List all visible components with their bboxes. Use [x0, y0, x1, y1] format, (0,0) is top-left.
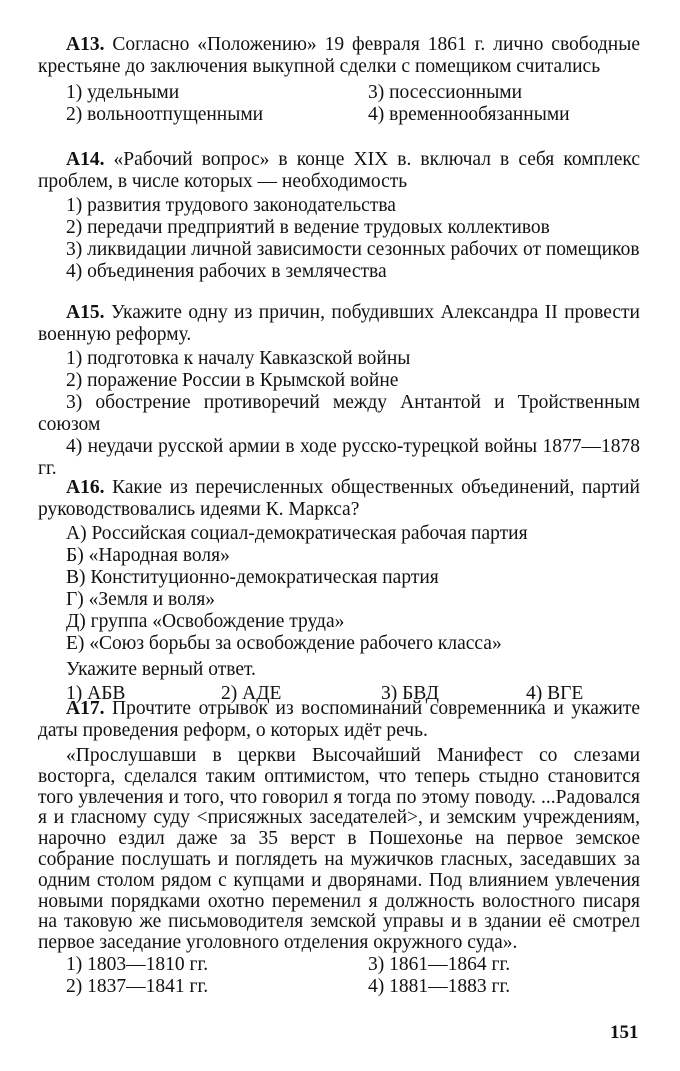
option: 4) неудачи русской армии в ходе русско-турецкой войны 1877—1878 гг. [38, 436, 640, 479]
list-item: А) Российская социал-демократическая рабочая партия [66, 523, 528, 544]
question-a17 [38, 698, 640, 998]
option: 4) 1881—1883 гг. [368, 975, 511, 997]
option: 1) АБВ [66, 683, 126, 704]
question-a17-options [38, 954, 640, 998]
option: 2) передачи предприятий в ведение трудовых коллективов [66, 217, 550, 238]
question-a17-body: Прочтите отрывок из воспоминаний современника и укажите даты проведения реформ, о которых идёт речь. [38, 698, 640, 741]
question-a15-options [38, 348, 640, 480]
question-a13-options [38, 82, 640, 126]
question-a14-number: А14. [66, 149, 105, 170]
question-a14-body: «Рабочий вопрос» в конце XIX в. включал в себя комплекс проблем, в числе которых — необходимость [38, 149, 641, 192]
option: 2) 1837—1841 гг. [66, 975, 209, 997]
option: 2) поражение России в Крымской войне [66, 370, 399, 391]
question-a17-number: А17. [66, 698, 105, 719]
question-a16-prompt: Укажите верный ответ. [66, 659, 256, 680]
option: 3) посессионными [368, 82, 523, 103]
question-a14-text [38, 149, 640, 193]
question-a14-options [38, 195, 640, 283]
question-a16-text [38, 477, 640, 521]
option: 1) подготовка к началу Кавказской войны [66, 348, 411, 369]
question-a13-text [38, 34, 640, 78]
option: 4) объединения рабочих в землячества [66, 261, 387, 282]
page-number: 151 [610, 1022, 639, 1043]
question-a16 [38, 477, 640, 705]
list-item: Б) «Народная воля» [66, 545, 230, 566]
option: 3) БВД [381, 683, 439, 704]
option: 2) вольноотпущенными [66, 104, 264, 125]
option: 4) ВГЕ [526, 683, 584, 704]
option: 1) развития трудового законодательства [66, 195, 396, 216]
question-a16-number: А16. [66, 477, 105, 498]
list-item: Г) «Земля и воля» [66, 589, 216, 610]
question-a15 [38, 302, 640, 480]
option: 3) 1861—1864 гг. [368, 953, 511, 975]
question-a15-text [38, 302, 640, 346]
question-a15-body: Укажите одну из причин, побудивших Александра II провести военную реформу. [38, 302, 640, 345]
option: 4) временнообязанными [368, 104, 570, 125]
list-item: Е) «Союз борьбы за освобождение рабочего класса» [66, 633, 502, 654]
option: 2) АДЕ [221, 683, 282, 704]
question-a13 [38, 34, 640, 126]
list-item: В) Конституционно-демократическая партия [66, 567, 439, 588]
question-a15-number: А15. [66, 302, 105, 323]
question-a16-items [38, 523, 640, 655]
option: 1) 1803—1810 гг. [66, 953, 209, 975]
option: 3) обострение противоречий между Антантой и Тройственным союзом [38, 392, 640, 435]
question-a14 [38, 149, 640, 283]
question-a17-quote: «Прослушавши в церкви Высочайший Манифест со слезами восторга, сделался таким оптимистом, что теперь стыдно становится того увлечения и того, что говорил я тогда по этому поводу. ...Радовался я и гласному суду <присяжных заседателей>, и земским учреждениям, нарочно ездил даже за 35 верст в Пошехонье на первое земское собрание послушать и поглядеть на мужичков гласных, заседавших за одним столом рядом с купцами и дворянами. Под влиянием увлечения новыми порядками охотно переменил я должность волостного писаря на таковую же письмоводителя земской управы и в здании её смотрел первое заседание уголовного отделения окружного суда». [38, 745, 640, 954]
question-a13-body: Согласно «Положению» 19 февраля 1861 г. лично свободные крестьяне до заключения выкупной сделки с помещиком считались [38, 34, 640, 77]
question-a13-number: А13. [66, 34, 105, 55]
list-item: Д) группа «Освобождение труда» [66, 611, 345, 632]
question-a17-text [38, 698, 640, 742]
option: 1) удельными [66, 82, 180, 103]
question-a16-body: Какие из перечисленных общественных объединений, партий руководствовались идеями К. Маркса? [38, 477, 640, 520]
option: 3) ликвидации личной зависимости сезонных рабочих от помещиков [66, 239, 640, 260]
